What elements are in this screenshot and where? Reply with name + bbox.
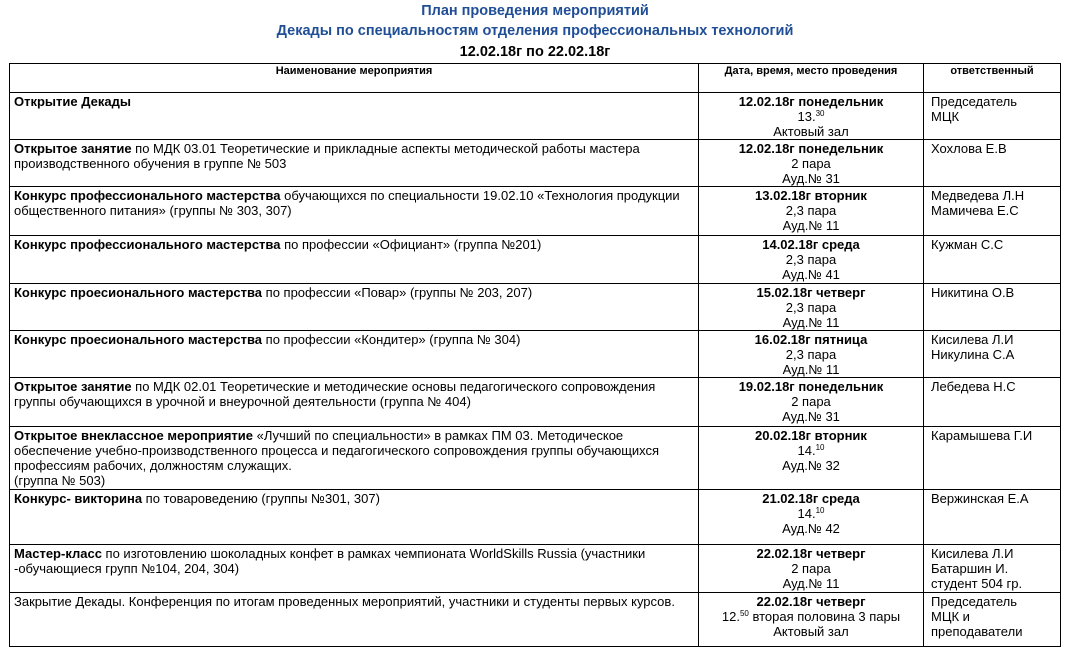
- responsible-person: Вержинская Е.А: [931, 491, 1029, 506]
- event-description: по товароведению (группы №301, 307): [142, 491, 380, 506]
- event-description: по МДК 03.01 Теоретические и прикладные аспекты методической работы мастера производственного обучения в группе № 503: [14, 141, 640, 171]
- event-time-hour: 14.: [797, 506, 816, 521]
- event-time-hour: 12.: [721, 609, 740, 624]
- event-place: Ауд.№ 11: [782, 362, 840, 377]
- event-name-cell: [10, 490, 699, 545]
- event-responsible-cell: [924, 545, 1061, 593]
- event-description: по профессии «Официант» (группа №201): [280, 237, 542, 252]
- event-type: Открытое занятие: [14, 379, 132, 394]
- plan-subtitle: Декады по специальностям отделения профессиональных технологий: [276, 23, 794, 39]
- table-row: [10, 93, 1061, 140]
- responsible-person: МЦК и: [931, 609, 970, 624]
- table-row: [10, 187, 1061, 236]
- table-row: [10, 593, 1061, 647]
- event-place: Ауд.№ 31: [782, 171, 840, 186]
- event-responsible-cell: [924, 490, 1061, 545]
- table-row: [10, 140, 1061, 187]
- responsible-person: студент 504 гр.: [931, 576, 1023, 591]
- table-row: [10, 284, 1061, 331]
- event-date-cell: [699, 284, 924, 331]
- event-time: [703, 109, 919, 124]
- event-date-cell: [699, 93, 924, 140]
- event-time: [703, 203, 919, 218]
- responsible-person: Кисилева Л.И: [931, 332, 1014, 347]
- event-date: 13.02.18г вторник: [755, 188, 867, 203]
- event-period: 2 пара: [791, 156, 831, 171]
- responsible-person: Лебедева Н.С: [931, 379, 1016, 394]
- event-place: Ауд.№ 42: [782, 521, 840, 536]
- event-date: 14.02.18г среда: [762, 237, 860, 252]
- event-description: обучающихся по специальности 19.02.10 «Технология продукции общественного питания» (группы № 303, 307): [14, 188, 680, 218]
- responsible-person: Кужман С.С: [931, 237, 1004, 252]
- event-responsible-cell: [924, 378, 1061, 427]
- event-time: [703, 561, 919, 576]
- event-type: Открытие Декады: [14, 94, 131, 109]
- column-header-responsible: ответственный: [924, 64, 1061, 93]
- table-row: [10, 378, 1061, 427]
- event-time: [703, 506, 919, 521]
- event-responsible-cell: [924, 427, 1061, 490]
- event-time-hour: 13.: [797, 109, 816, 124]
- event-time-minutes: 10: [815, 506, 825, 515]
- event-responsible-cell: [924, 331, 1061, 378]
- event-responsible-cell: [924, 236, 1061, 284]
- event-place: Ауд.№ 11: [782, 218, 840, 233]
- event-time-hour: 14.: [797, 443, 816, 458]
- event-time: [703, 609, 919, 624]
- responsible-person: Карамышева Г.И: [931, 428, 1033, 443]
- event-date-cell: [699, 545, 924, 593]
- event-type: Конкурс проесионального мастерства: [14, 332, 263, 347]
- event-date-cell: [699, 187, 924, 236]
- event-time: [703, 300, 919, 315]
- event-description: по МДК 02.01 Теоретические и методические основы педагогического сопровождения группы обучающихся в урочной и внеурочной деятельности (группа № 404): [14, 379, 656, 409]
- responsible-person: Председатель: [931, 94, 1018, 109]
- event-date: 16.02.18г пятница: [754, 332, 868, 347]
- event-place: Актовый зал: [773, 624, 849, 639]
- event-type: Конкурс проесионального мастерства: [14, 285, 263, 300]
- event-date-cell: [699, 490, 924, 545]
- event-date: 21.02.18г среда: [762, 491, 860, 506]
- responsible-person: Батаршин И.: [931, 561, 1009, 576]
- event-period: 2 пара: [791, 561, 831, 576]
- event-name-cell: [10, 545, 699, 593]
- event-period: вторая половина 3 пары: [748, 609, 901, 624]
- event-responsible-cell: [924, 93, 1061, 140]
- event-date-cell: [699, 593, 924, 647]
- event-date: 12.02.18г понедельник: [738, 94, 884, 109]
- event-responsible-cell: [924, 187, 1061, 236]
- event-place: Ауд.№ 31: [782, 409, 840, 424]
- event-date-cell: [699, 140, 924, 187]
- event-responsible-cell: [924, 593, 1061, 647]
- event-time: [703, 252, 919, 267]
- responsible-person: Никитина О.В: [931, 285, 1015, 300]
- event-name-cell: [10, 187, 699, 236]
- responsible-person: МЦК: [931, 109, 960, 124]
- event-type: Мастер-класс: [14, 546, 102, 561]
- event-description: по изготовлению шоколадных конфет в рамках чемпионата WorldSkills Russia (участники -обучающиеся групп №104, 204, 304): [14, 546, 646, 576]
- event-date: 22.02.18г четверг: [756, 546, 866, 561]
- event-group: (группа № 503): [14, 473, 106, 488]
- event-period: 2,3 пара: [785, 347, 837, 362]
- event-description: Закрытие Декады. Конференция по итогам проведенных мероприятий, участники и студенты первых курсов.: [14, 594, 675, 609]
- event-time: [703, 347, 919, 362]
- event-name-cell: [10, 593, 699, 647]
- event-date-cell: [699, 378, 924, 427]
- event-time: [703, 156, 919, 171]
- column-header-name: Наименование мероприятия: [10, 64, 699, 93]
- event-time-minutes: 30: [815, 109, 825, 118]
- event-responsible-cell: [924, 140, 1061, 187]
- event-name-cell: [10, 331, 699, 378]
- event-type: Открытое занятие: [14, 141, 132, 156]
- event-place: Ауд.№ 11: [782, 576, 840, 591]
- table-row: [10, 331, 1061, 378]
- event-date-cell: [699, 331, 924, 378]
- event-date: 15.02.18г четверг: [756, 285, 866, 300]
- responsible-person: Мамичева Е.С: [931, 203, 1019, 218]
- events-table: [9, 63, 1061, 647]
- responsible-person: Никулина С.А: [931, 347, 1015, 362]
- event-name-cell: [10, 378, 699, 427]
- event-date: 20.02.18г вторник: [755, 428, 867, 443]
- event-name-cell: [10, 236, 699, 284]
- event-type: Конкурс профессионального мастерства: [14, 237, 281, 252]
- responsible-person: Медведева Л.Н: [931, 188, 1025, 203]
- event-date: 22.02.18г четверг: [756, 594, 866, 609]
- plan-title: План проведения мероприятий: [421, 3, 649, 19]
- event-place: Ауд.№ 11: [782, 315, 840, 330]
- responsible-person: Председатель: [931, 594, 1018, 609]
- table-row: [10, 427, 1061, 490]
- event-responsible-cell: [924, 284, 1061, 331]
- event-type: Конкурс- викторина: [14, 491, 143, 506]
- column-header-date: Дата, время, место проведения: [699, 64, 924, 93]
- event-period: 2,3 пара: [785, 300, 837, 315]
- event-period: 2,3 пара: [785, 203, 837, 218]
- table-row: [10, 236, 1061, 284]
- event-type: Конкурс профессионального мастерства: [14, 188, 281, 203]
- table-row: [10, 490, 1061, 545]
- event-date-cell: [699, 427, 924, 490]
- event-time: [703, 443, 919, 458]
- event-date-cell: [699, 236, 924, 284]
- event-name-cell: [10, 284, 699, 331]
- event-description: по профессии «Кондитер» (группа № 304): [262, 332, 521, 347]
- event-time: [703, 394, 919, 409]
- event-description: по профессии «Повар» (группы № 203, 207): [262, 285, 533, 300]
- table-row: [10, 545, 1061, 593]
- event-place: Ауд.№ 32: [782, 458, 840, 473]
- event-name-cell: [10, 140, 699, 187]
- event-period: 2 пара: [791, 394, 831, 409]
- responsible-person: Хохлова Е.В: [931, 141, 1007, 156]
- event-place: Актовый зал: [773, 124, 849, 139]
- responsible-person: Кисилева Л.И: [931, 546, 1014, 561]
- plan-date-range: 12.02.18г по 22.02.18г: [459, 44, 611, 60]
- event-period: 2,3 пара: [785, 252, 837, 267]
- event-time-minutes: 10: [815, 443, 825, 452]
- event-type: Открытое внеклассное мероприятие: [14, 428, 254, 443]
- event-place: Ауд.№ 41: [782, 267, 840, 282]
- event-name-cell: [10, 427, 699, 490]
- responsible-person: преподаватели: [931, 624, 1023, 639]
- event-name-cell: [10, 93, 699, 140]
- event-date: 12.02.18г понедельник: [738, 141, 884, 156]
- event-time-minutes: 50: [739, 609, 749, 618]
- event-description: «Лучший по специальности» в рамках ПМ 03. Методическое обеспечение учебно-производственного процесса и педагогического сопровождения группы обучающихся профессиям рабочих, должностям служащих.: [14, 428, 660, 473]
- event-date: 19.02.18г понедельник: [738, 379, 884, 394]
